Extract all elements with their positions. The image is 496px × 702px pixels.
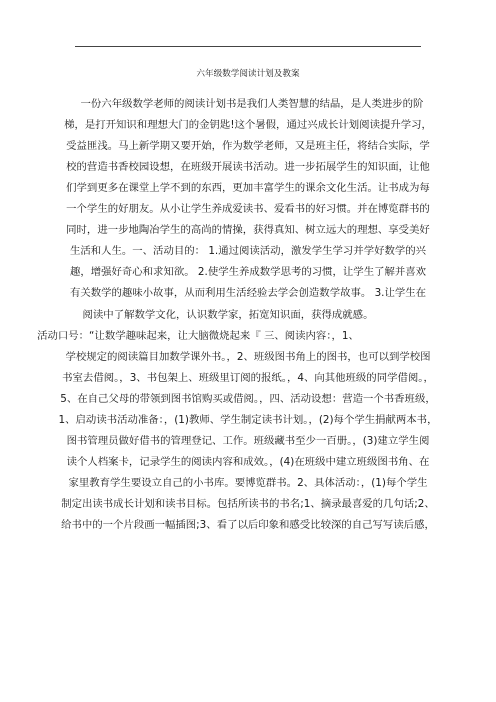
body-text-line: 学校规定的阅读篇目加数学课外书。，2、班级图书角上的图书，也可以到学校图: [65, 350, 431, 363]
body-text-line: 阅读中了解数学文化，认识数学家，拓宽知识面，获得成就感。: [82, 308, 374, 321]
body-text-line: 有关数学的趣味小故事，从而利用生活经验去学会创造数学故事。 3.让学生在: [69, 287, 427, 300]
body-text-line: 们学到更多在课堂上学不到的东西，更加丰富学生的课余文化生活。让书成为每: [66, 182, 430, 195]
body-text-line: 书室去借阅。，3、书包架上、班级里订阅的报纸。，4、向其他班级的同学借阅。，: [62, 371, 434, 384]
body-text-line: 受益匪浅。马上新学期又要开始，作为数学老师，又是班主任，将结合实际，学: [66, 140, 430, 153]
header-rule: [75, 46, 421, 47]
body-text-line: 家里教育学生要设立自己的小书库。要博览群书。2、具体活动：，(1)每个学生: [68, 476, 428, 489]
body-text-line: 读个人档案卡，记录学生的阅读内容和成效。，(4)在班级中建立班级图书角、在: [66, 455, 430, 468]
body-text-line: 图书管理员做好借书的管理登记、工作。班级藏书至少一百册。，(3)建立学生阅: [66, 434, 430, 447]
body-text-line: 梯，是打开知识和理想大门的金钥匙!这个暑假，通过兴成长计划阅读提升学习，: [64, 119, 432, 132]
body-text-line: 1、启动读书活动准备：，(1)教师、学生制定读书计划。，(2)每个学生捐献两本书，: [58, 413, 438, 426]
body-text-line: 5、在自己父母的带领到图书馆购买或借阅。，四、活动设想：营造一个书香班级，: [60, 392, 436, 405]
body-text-line: 一份六年级数学老师的阅读计划书是我们人类智慧的结晶，是人类进步的阶: [80, 98, 424, 110]
body-text-line: 一个学生的好朋友。从小让学生养成爱读书、爱看书的好习惯。并在博览群书的: [66, 203, 430, 216]
body-text-line: 制定出读书成长计划和读书目标。包括所读书的书名;1、摘录最喜爱的几句话;2、: [61, 497, 435, 510]
body-text-line: 趣，增强好奇心和求知欲。 2.使学生养成数学思考的习惯，让学生了解并喜欢: [69, 266, 427, 279]
body-text-line: 同时，进一步地陶冶学生的高尚的情操，获得真知、树立远大的理想、享受美好: [66, 224, 430, 237]
body-text-line: 生活和人生。一、活动目的： 1.通过阅读活动，激发学生学习并学好数学的兴: [69, 245, 427, 258]
document-title: 六年级数学阅读计划及教案: [196, 69, 300, 79]
body-text-line: 活动口号：“让数学趣味起来，让大脑微烧起来『 三、阅读内容：，1、: [37, 329, 359, 342]
body-text-line: 校的营造书香校园设想，在班级开展读书活动。进一步拓展学生的知识面，让他: [66, 161, 430, 174]
body-text-line: 给书中的一个片段画一幅插图;3、看了以后印象和感受比较深的自己写写读后感，: [61, 519, 435, 531]
